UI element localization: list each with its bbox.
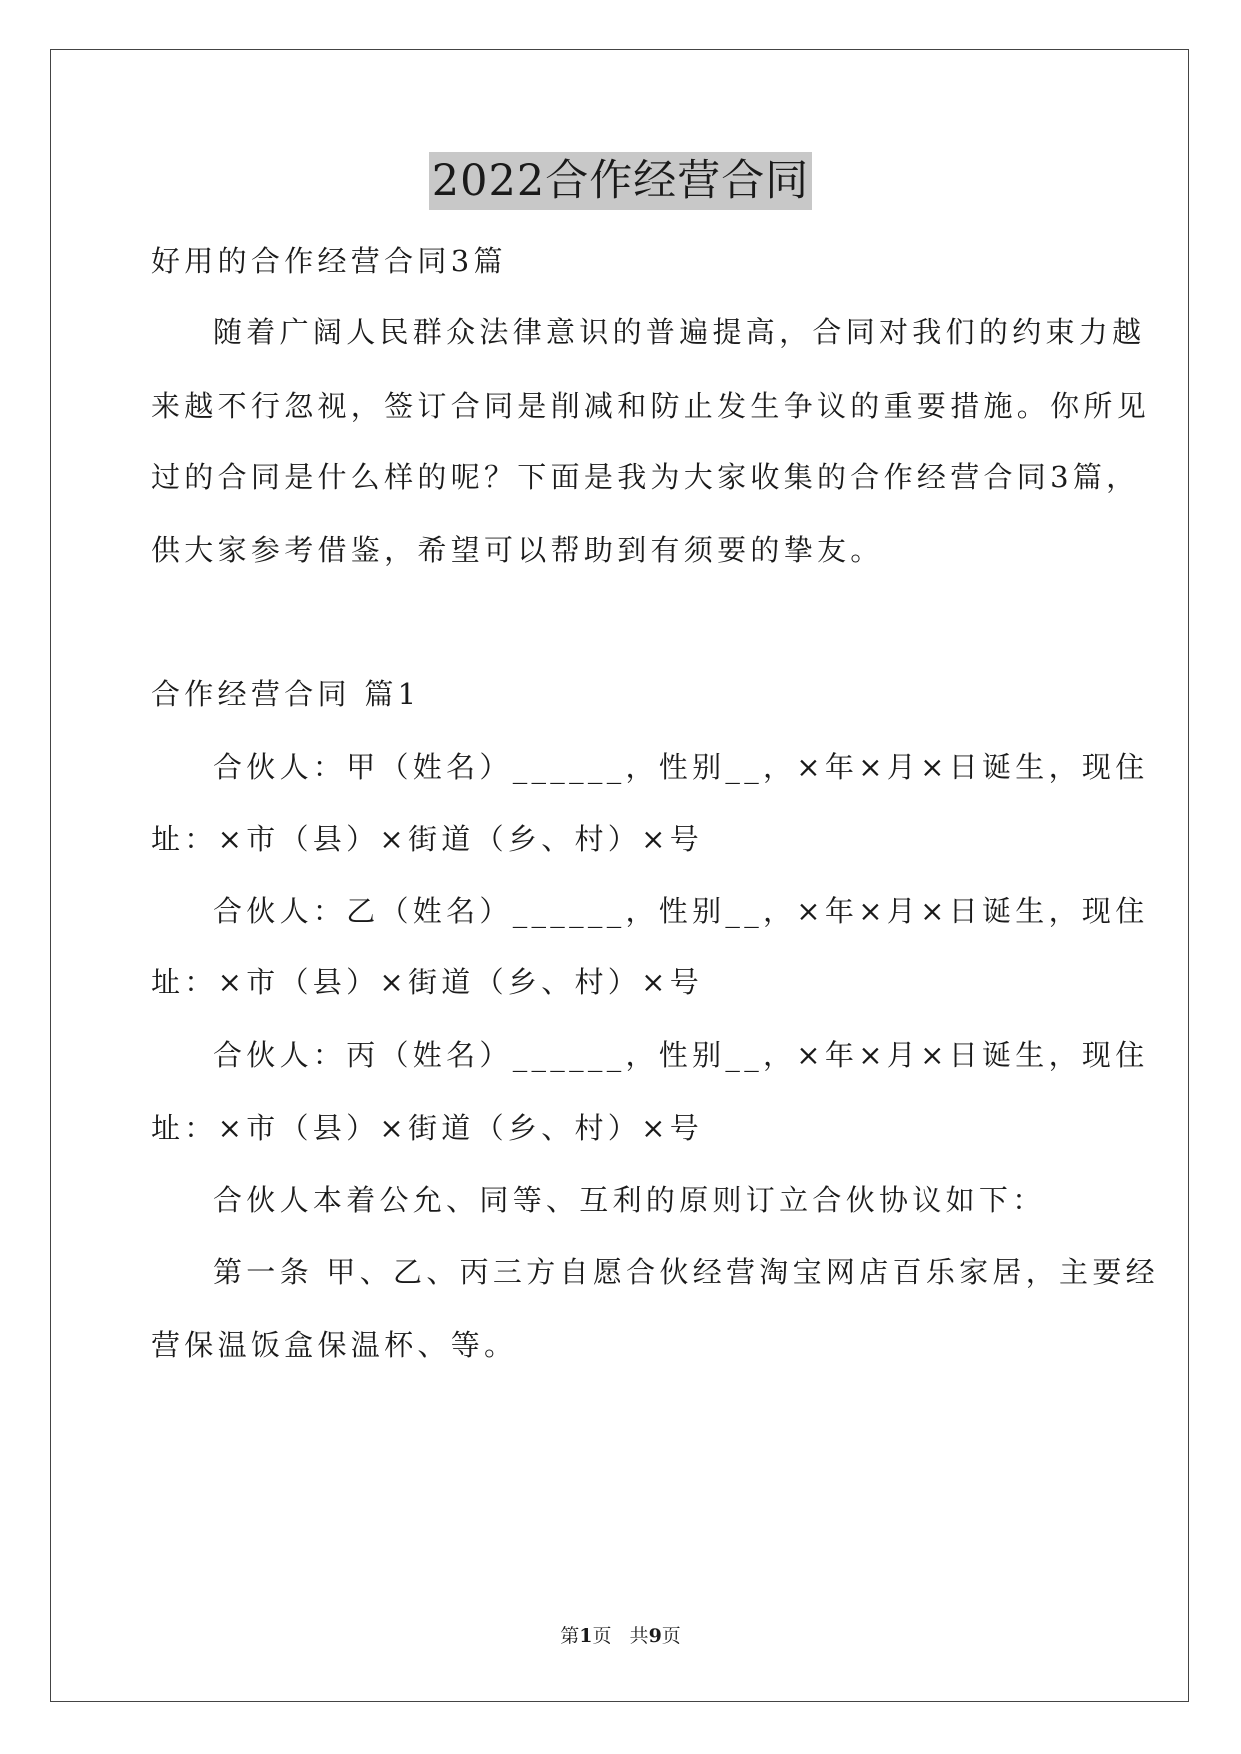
partner-line: 合伙人：乙（姓名）______，性别__，×年×月×日诞生，现住 (213, 894, 1149, 928)
agreement-intro: 合伙人本着公允、同等、互利的原则订立合伙协议如下： (213, 1183, 1046, 1217)
page-footer (0, 1623, 1241, 1649)
document-subtitle: 好用的合作经营合同3篇 (151, 244, 507, 278)
page-border (50, 49, 1189, 1702)
article-line: 营保温饭盒保温杯、等。 (151, 1328, 518, 1362)
partner-line: 合伙人：丙（姓名）______，性别__，×年×月×日诞生，现住 (213, 1038, 1149, 1072)
article-line: 第一条 甲、乙、丙三方自愿合伙经营淘宝网店百乐家居，主要经 (213, 1255, 1159, 1289)
partner-line: 合伙人：甲（姓名）______，性别__，×年×月×日诞生，现住 (213, 750, 1149, 784)
footer-mid: 页 共 (592, 1625, 649, 1647)
intro-line: 过的合同是什么样的呢？下面是我为大家收集的合作经营合同3篇， (151, 460, 1140, 494)
document-title: 2022合作经营合同 (429, 152, 812, 210)
partner-address: 址：×市（县）×街道（乡、村）×号 (151, 965, 703, 999)
total-page-count: 9 (648, 1625, 662, 1647)
footer-prefix: 第 (560, 1625, 580, 1647)
section-heading: 合作经营合同 篇1 (151, 677, 421, 711)
footer-suffix: 页 (661, 1625, 681, 1647)
intro-line: 供大家参考借鉴，希望可以帮助到有须要的挚友。 (151, 533, 884, 567)
intro-line: 随着广阔人民群众法律意识的普遍提高，合同对我们的约束力越 (213, 315, 1146, 349)
intro-line: 来越不行忽视，签订合同是削减和防止发生争议的重要措施。你所见 (151, 389, 1151, 423)
current-page-number: 1 (579, 1625, 593, 1647)
partner-address: 址：×市（县）×街道（乡、村）×号 (151, 1111, 703, 1145)
partner-address: 址：×市（县）×街道（乡、村）×号 (151, 822, 703, 856)
title-container (0, 152, 1241, 210)
